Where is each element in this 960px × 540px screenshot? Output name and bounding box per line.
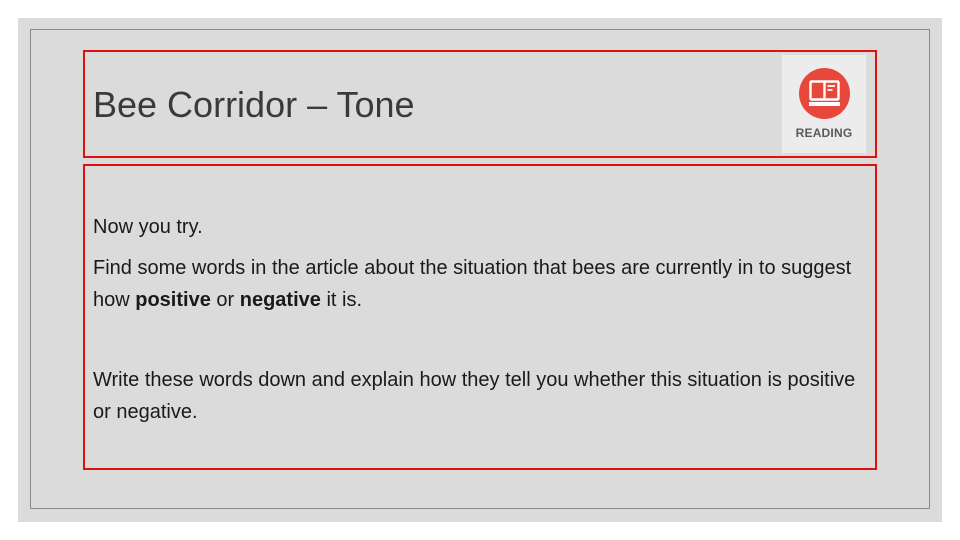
task-paragraph: Write these words down and explain how they tell you whether this situation is positive or negative. [93, 369, 856, 423]
bold-positive: positive [135, 289, 211, 311]
badge-label: READING [795, 126, 853, 140]
title-box [83, 50, 877, 158]
paragraph-text: Find some words in the article about the situation that bees are currently in to suggest how [93, 257, 852, 311]
paragraph-text: or [210, 289, 240, 311]
bold-negative: negative [239, 289, 321, 311]
instruction-line: Now you try. [93, 216, 203, 238]
open-book-icon [809, 80, 840, 107]
instruction-paragraph [93, 252, 873, 316]
reading-circle [799, 68, 850, 119]
slide-title: Bee Corridor – Tone [93, 84, 415, 125]
paragraph-text: it is. [320, 289, 363, 311]
content-box [83, 164, 877, 470]
reading-badge [782, 55, 866, 153]
